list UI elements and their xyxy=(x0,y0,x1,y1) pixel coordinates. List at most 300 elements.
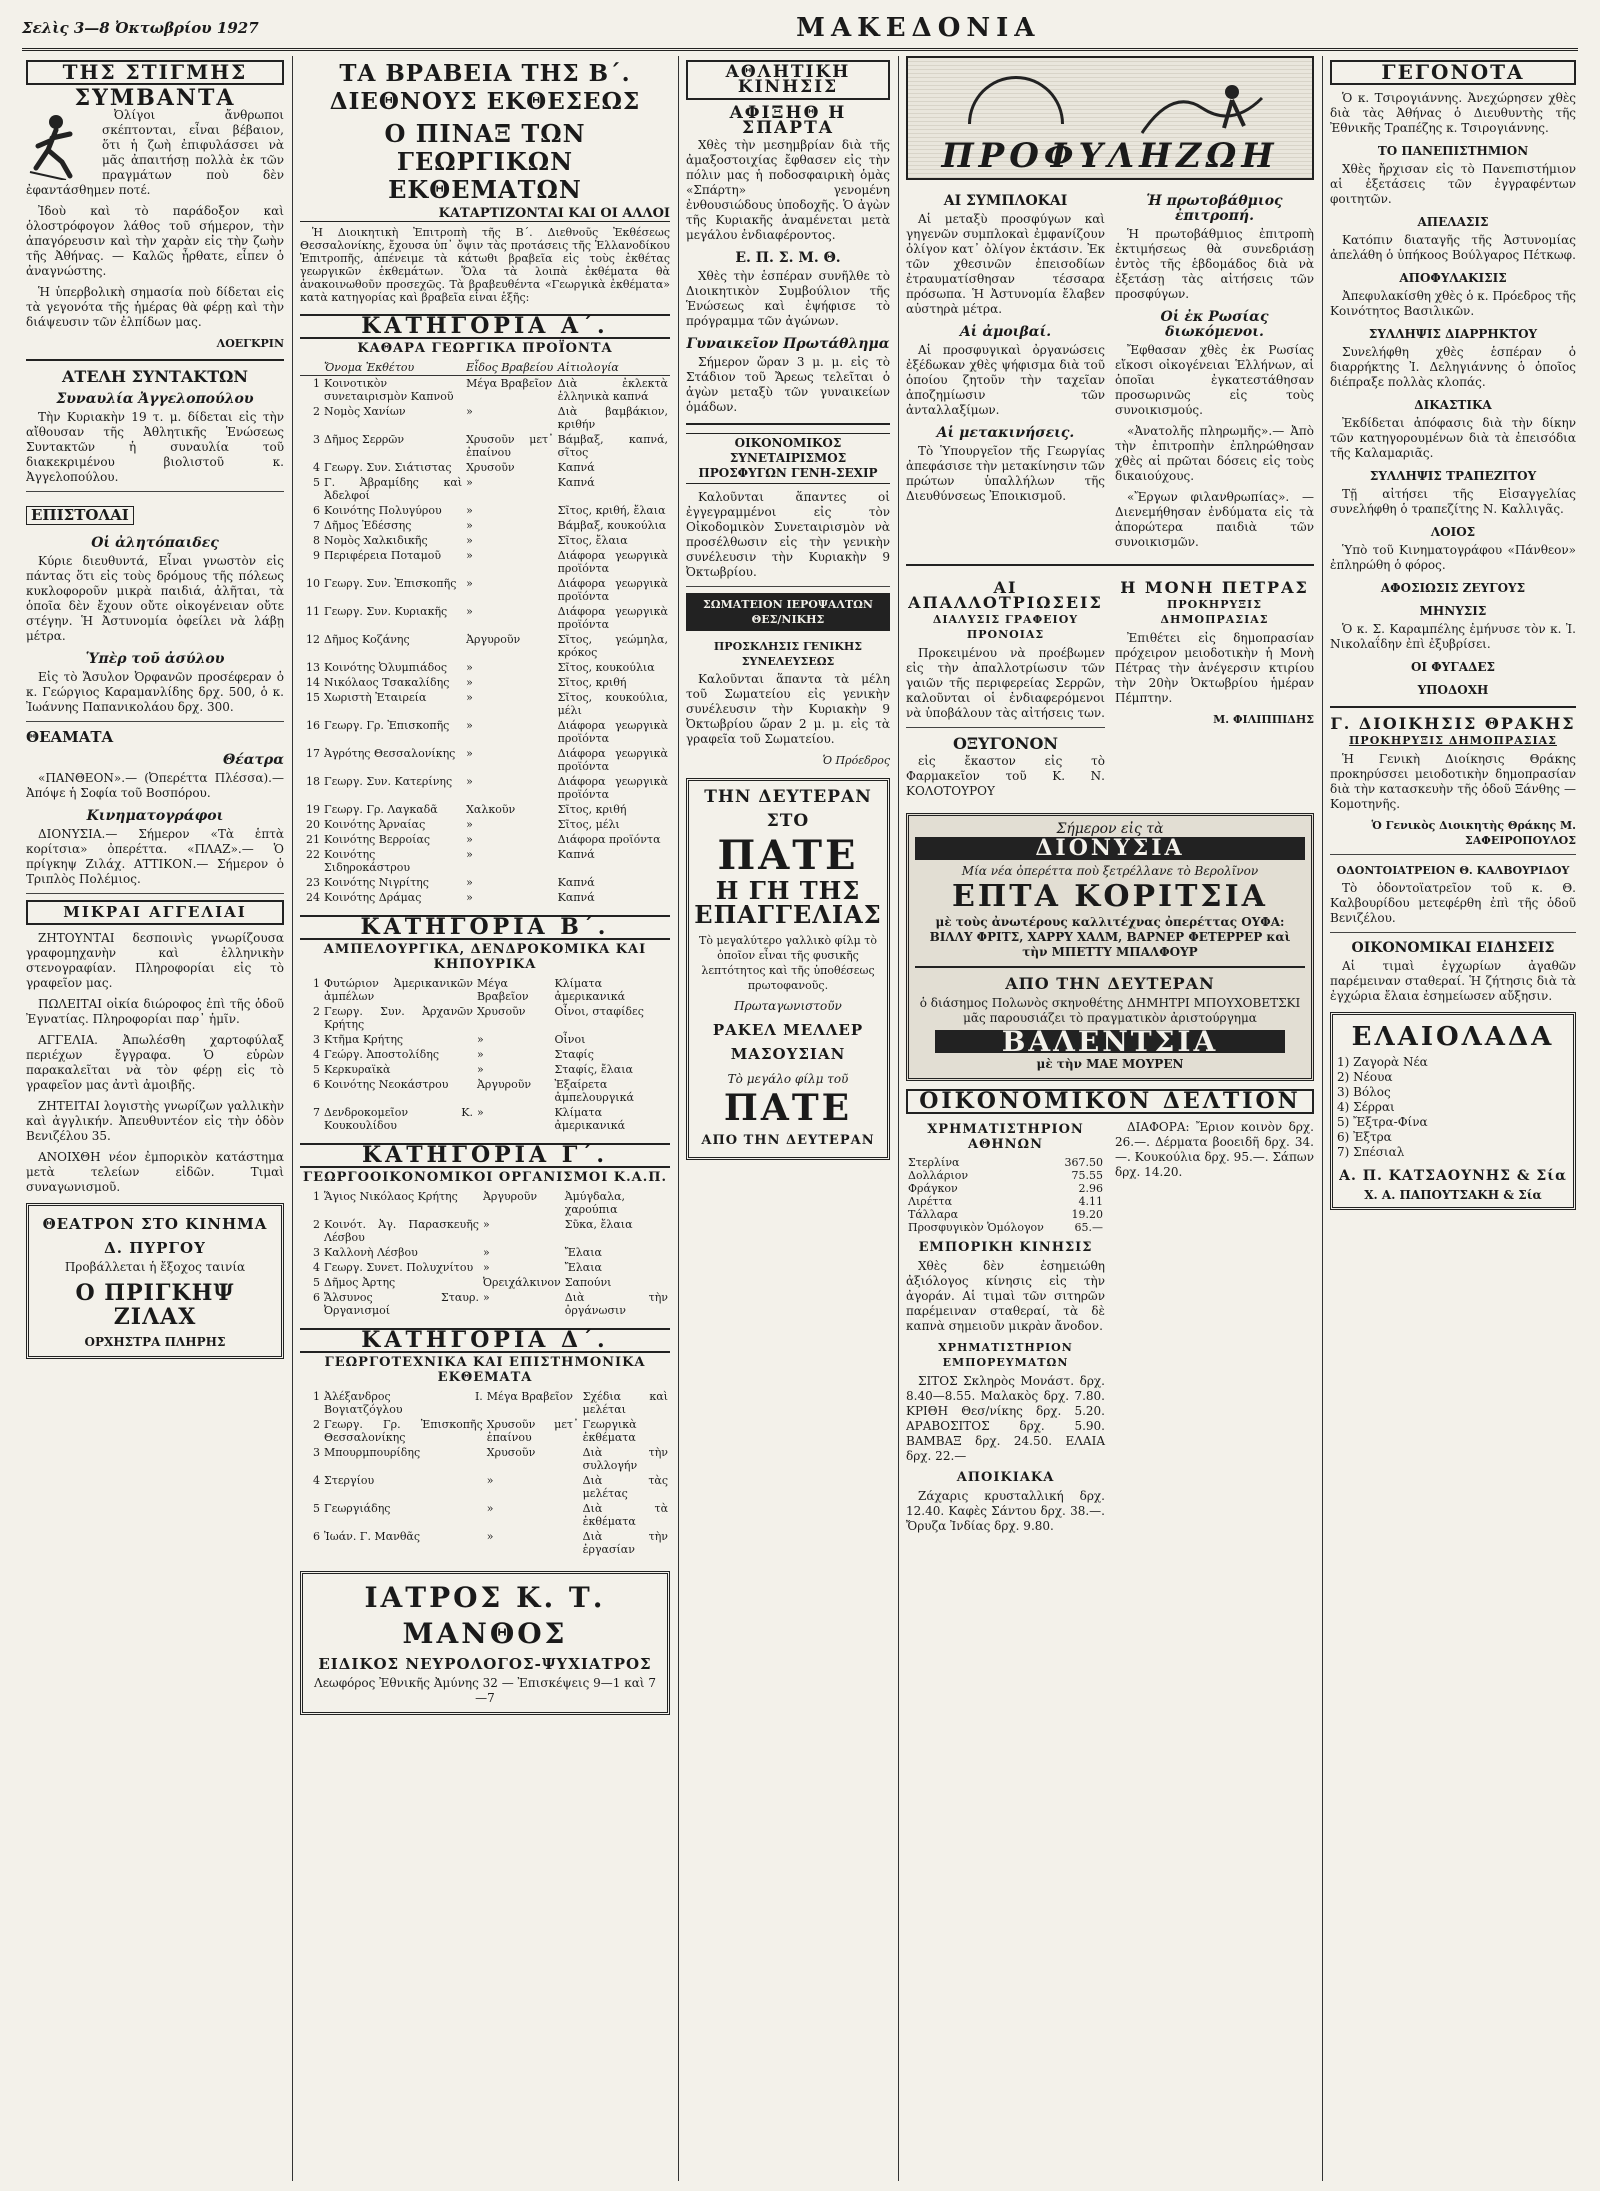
table-cell-n: 7 xyxy=(313,1106,320,1119)
table-cell-prize: » xyxy=(482,1218,490,1231)
table-header xyxy=(300,360,322,376)
section-title: ΕΠΙΣΤΟΛΑΙ xyxy=(26,506,134,525)
table-cell-name: Γεωργ. Συν. Κυριακῆς xyxy=(324,605,448,618)
notice-title: ΣΩΜΑΤΕΙΟΝ ΙΕΡΟΨΑΛΤΩΝ ΘΕΣ/ΝΙΚΗΣ xyxy=(686,593,890,631)
article-paragraph: Ὁ κ. Τσιρογιάννης. Ἀνεχώρησεν χθὲς διὰ τὰς Ἀθήνας ὁ Διευθυντὴς τῆς Ἐθνικῆς Τραπέζης κ. Τσιρογιάννης. xyxy=(1330,91,1576,135)
table-cell-prize: » xyxy=(486,1474,494,1487)
article-title: Ὑπὲρ τοῦ ἀσύλου xyxy=(85,651,225,667)
table-cell-prize: » xyxy=(476,1048,484,1061)
table-cell-name: Γεωργ. Συν. Κατερίνης xyxy=(324,775,453,788)
divider xyxy=(906,564,1314,566)
table-cell-name: Κοινότης Νεοκάστρου xyxy=(324,1078,449,1091)
notice-subtitle: ΠΡΟΚΗΡΥΞΙΣ ΔΗΜΟΠΡΑΣΙΑΣ xyxy=(1349,734,1557,747)
table-cell-prize: » xyxy=(466,833,473,846)
table-cell-prize: » xyxy=(466,504,473,517)
table-cell-name: Χωριστὴ Ἐταιρεία xyxy=(324,691,427,704)
table-cell-reason: Διὰ τὴν ἐργασίαν xyxy=(582,1530,668,1556)
paper-name: ΜΑΚΕΔΟΝΙΑ xyxy=(796,13,1041,43)
table-cell-prize: » xyxy=(466,891,473,904)
table-cell-name: Νομὸς Χαλκιδικῆς xyxy=(324,534,428,547)
table-cell-reason: Διάφορα γεωργικὰ προϊόντα xyxy=(557,719,668,745)
bulletin-paragraph: Ζάχαρις κρυσταλλική δρχ. 12.40. Καφὲς Σάντου δρχ. 38.—. Ὄρυζα Ἰνδίας δρχ. 9.80. xyxy=(906,1489,1105,1533)
theatre-ad xyxy=(26,1203,284,1359)
category-heading: ΚΑΤΗΓΟΡΙΑ Α΄. xyxy=(300,314,670,339)
article-title: ΟΙ ΦΥΓΑΔΕΣ xyxy=(1410,660,1496,674)
table-cell-reason: Οἶνοι, σταφίδες xyxy=(554,1005,644,1018)
ad-star: ΜΑΣΟΥΣΙΑΝ xyxy=(730,1045,846,1063)
table-cell-name: Δενδροκομεῖον Κ. Κουκουλίδου xyxy=(324,1106,473,1132)
table-row xyxy=(300,404,670,432)
skier-illustration-icon xyxy=(26,110,96,180)
table-cell-name: Κοινότης Ὀλυμπιάδος xyxy=(324,661,447,674)
divider xyxy=(906,727,1105,728)
ad-title: ΕΛΑΙΟΛΑΔΑ xyxy=(1351,1022,1555,1052)
table-cell-n: 4 xyxy=(313,1261,320,1274)
ad-star: ΡΑΚΕΛ ΜΕΛΛΕΡ xyxy=(712,1021,864,1039)
quote-row xyxy=(906,1221,1105,1234)
table-cell-prize: Χρυσοῦν xyxy=(486,1446,536,1459)
table-cell-reason: Διὰ βαμβάκιον, κριθήν xyxy=(557,405,668,431)
ad-subtitle: Προβάλλεται ἡ ἔξοχος ταινία xyxy=(64,1260,246,1274)
table-cell-prize: Χρυσοῦν xyxy=(466,461,515,474)
quote-label: Προσφυγικὸν Ὁμόλογον xyxy=(908,1221,1044,1234)
table-cell-prize: Ὀρειχάλκινον xyxy=(482,1276,561,1289)
table-cell-name: Κοινότης Νιγρίτης xyxy=(324,876,429,889)
table-cell-prize: » xyxy=(466,534,473,547)
ad-footer: Χ. Α. ΠΑΠΟΥΤΣΑΚΗ & Σία xyxy=(1364,1188,1542,1202)
article-paragraph: Τὴν Κυριακὴν 19 τ. μ. δίδεται εἰς τὴν αἴθουσαν τῆς Ἀθλητικῆς Ἑνώσεως Συντακτῶν ἡ συναυλία τοῦ διακεκριμένου βιολιστοῦ κ. Ἀγγελοπούλου. xyxy=(26,410,284,484)
table-cell-reason: Σῖτος, κουκούλια xyxy=(557,661,655,674)
article-paragraph: Εἰς τὸ Ἄσυλον Ὀρφανῶν προσέφεραν ὁ κ. Γεώργιος Καραμανλίδης δρχ. 500, ὁ κ. Ἰωάννης Παπανικολάου δρχ. 300. xyxy=(26,670,284,714)
table-cell-n: 9 xyxy=(313,549,320,562)
article-paragraph: Ἐκδίδεται ἀπόφασις διὰ τὴν δίκην τῶν κατηγορουμένων διὰ τὰ ἐπεισόδια τῆς Καλαμαριᾶς. xyxy=(1330,416,1576,460)
bulletin-col-a xyxy=(906,1120,1105,1540)
table-row xyxy=(300,660,670,675)
notice-subtitle: ΠΡΟΚΗΡΥΞΙΣ ΔΗΜΟΠΡΑΣΙΑΣ xyxy=(1160,598,1269,626)
table-cell-name: Μπουρμπουρίδης xyxy=(324,1446,421,1459)
table-cell-reason: Σαπούνι xyxy=(564,1276,612,1289)
category-subheading: ΑΜΠΕΛΟΥΡΓΙΚΑ, ΔΕΝΔΡΟΚΟΜΙΚΑ ΚΑΙ ΚΗΠΟΥΡΙΚΑ xyxy=(323,942,647,972)
table-row xyxy=(300,1217,670,1245)
category-subheading: ΓΕΩΡΓΟΤΕΧΝΙΚΑ ΚΑΙ ΕΠΙΣΤΗΜΟΝΙΚΑ ΕΚΘΕΜΑΤΑ xyxy=(324,1355,646,1385)
table-cell-name: Κτῆμα Κρήτης xyxy=(324,1033,404,1046)
article-paragraph: Χθὲς τὴν μεσημβρίαν διὰ τῆς ἀμαξοστοιχίας ἔφθασεν εἰς τὴν πόλιν μας ἡ ποδοσφαιρικὴ ὁμὰς «Σπάρτη» γενομένη ἐνθουσιώδους ὑποδοχῆς. Ὁ ἀγὼν τῆς Κυριακῆς ἀναμένεται μετὰ μεγάλου ἐνδιαφέροντος. xyxy=(686,138,890,242)
article-title: Συναυλία Ἀγγελοπούλου xyxy=(56,391,254,407)
article-paragraph: Αἱ προσφυγικαὶ ὀργανώσεις ἐξέδωκαν χθὲς ψήφισμα διὰ τοῦ ὁποίου ζητοῦν τὴν ταχεῖαν ἀποζημίωσιν τῶν ἀνταλλαξίμων. xyxy=(906,343,1105,417)
prize-table-body xyxy=(300,1389,670,1557)
table-row xyxy=(300,802,670,817)
table-cell-name: Κοινότης Δράμας xyxy=(324,891,422,904)
table-cell-reason: Σταφίς, ἔλαια xyxy=(554,1063,633,1076)
notice-paragraph: εἰς ἔκαστον εἰς τὸ Φαρμακεῖον τοῦ Κ. Ν. ΚΟΛΟΤΟΥΡΟΥ xyxy=(906,754,1105,798)
article-title: Γυναικεῖον Πρωτάθλημα xyxy=(686,336,890,352)
table-cell-n: 7 xyxy=(313,519,320,532)
table-cell-reason: Σῖτος, κριθή, ἔλαια xyxy=(557,504,666,517)
quote-label: Δολλάριον xyxy=(908,1169,969,1182)
article-paragraph: Ἡ πρωτοβάθμιος ἐπιτροπὴ ἐκτιμήσεως θὰ συνεδριάσῃ ἐντὸς τῆς ἑβδομάδος διὰ νὰ ἐξετάσῃ τὰς αἰτήσεις τῶν προσφύγων. xyxy=(1115,227,1314,301)
table-cell-reason: Σῖτος, ἔλαια xyxy=(557,534,628,547)
category-heading: ΚΑΤΗΓΟΡΙΑ Β΄. xyxy=(300,915,670,940)
table-cell-prize: Χρυσοῦν μετ᾽ ἐπαίνου xyxy=(466,433,554,459)
table-row xyxy=(300,604,670,632)
table-cell-prize: » xyxy=(476,1106,484,1119)
table-cell-reason: Διάφορα γεωργικὰ προϊόντα xyxy=(557,775,668,801)
product-item: 1) Ζαγορὰ Νέα xyxy=(1337,1055,1428,1069)
notice-title: ΟΙΚΟΝΟΜΙΚΟΣ ΣΥΝΕΤΑΙΡΙΣΜΟΣ ΠΡΟΣΦΥΓΩΝ ΓΕΝΗ-ΣΕΧΙΡ xyxy=(686,433,890,484)
ad-subheading: ΑΠΟ ΤΗΝ ΔΕΥΤΕΡΑΝ xyxy=(915,966,1305,996)
section-title: ΑΤΕΛΗ ΣΥΝΤΑΚΤΩΝ xyxy=(62,367,248,386)
table-header: Ὄνομα Ἐκθέτου xyxy=(322,360,464,376)
quote-label: Στερλίνα xyxy=(908,1156,960,1169)
headline: ΤΑ ΒΡΑΒΕΙΑ ΤΗΣ Β΄. ΔΙΕΘΝΟΥΣ ΕΚΘΕΣΕΩΣ xyxy=(329,60,641,115)
table-row xyxy=(300,1473,670,1501)
table-cell-n: 6 xyxy=(313,1291,320,1304)
table-cell-name: Καλλονὴ Λέσβου xyxy=(324,1246,418,1259)
table-cell-reason: Διὰ τὰ ἐκθέματα xyxy=(582,1502,668,1528)
table-cell-n: 5 xyxy=(313,1276,320,1289)
table-cell-prize: Μέγα Βραβεῖον xyxy=(476,977,529,1003)
divider xyxy=(1330,854,1576,855)
sun-icon xyxy=(968,76,1064,124)
notices-row xyxy=(906,574,1314,805)
table-cell-name: Δῆμος Ἀρτης xyxy=(324,1276,396,1289)
table-row xyxy=(300,1245,670,1260)
table-cell-reason: Σῦκα, ἔλαια xyxy=(564,1218,633,1231)
article-paragraph: Ὀλίγοι ἄνθρωποι σκέπτονται, εἶναι βέβαιον, ὅτι ἡ ζωὴ ἐπιφυλάσσει νὰ μᾶς ἀπαιτήσῃ πολλὰ ἐκ τῶν πραγμάτων ποὺ δὲν ἐφαντάσθημεν ποτέ. xyxy=(26,108,284,197)
table-cell-name: Γεωργ. Συν. Ἐπισκοπῆς xyxy=(324,577,457,590)
table-row xyxy=(300,1189,670,1217)
table-cell-name: Κοινοτικὸν συνεταιρισμὸν Καπνοῦ xyxy=(324,377,454,403)
article-title: ΔΙΚΑΣΤΙΚΑ xyxy=(1414,398,1492,412)
deck: ΚΑΤΑΡΤΙΖΟΝΤΑΙ ΚΑΙ ΟΙ ΑΛΛΟΙ xyxy=(300,206,670,222)
prize-table-body xyxy=(300,1189,670,1318)
table-cell-prize: » xyxy=(482,1291,490,1304)
article-paragraph: Σήμερον ὥραν 3 μ. μ. εἰς τὸ Στάδιον τοῦ Ἄρεως τελεῖται ὁ ἀγὼν μεταξὺ τῶν γυναικείων ὁμάδων. xyxy=(686,355,890,414)
table-cell-name: Δῆμος Κοζάνης xyxy=(324,633,410,646)
table-cell-reason: Διάφορα προϊόντα xyxy=(557,833,661,846)
ad-text: Σήμερον εἰς τὰ xyxy=(1056,821,1164,837)
notice-subtitle: ΠΡΟΣΚΛΗΣΙΣ ΓΕΝΙΚΗΣ ΣΥΝΕΛΕΥΣΕΩΣ xyxy=(713,640,863,668)
table-cell-n: 2 xyxy=(313,1418,320,1431)
table-cell-name: Νικόλαος Τσακαλίδης xyxy=(324,676,450,689)
ad-footer: Λεωφόρος Ἐθνικῆς Ἀμύνης 32 — Ἐπισκέψεις 9—1 καὶ 7—7 xyxy=(314,1676,656,1705)
quote-label: Τάλλαρα xyxy=(908,1208,959,1221)
exchange-quotes-body xyxy=(906,1156,1105,1234)
product-item: 5) Ἔξτρα-Φίνα xyxy=(1337,1115,1428,1129)
prize-table-body xyxy=(300,976,670,1133)
table-row xyxy=(300,632,670,660)
bulletin-col-b xyxy=(1115,1120,1314,1540)
table-cell-reason: Σῖτος, κριθή xyxy=(557,676,627,689)
table-cell-name: Γεωργ. Συνετ. Πολυχνίτου xyxy=(324,1261,474,1274)
table-cell-name: Γεωργ. Γρ. Λαγκαδᾶ xyxy=(324,803,438,816)
column-heading: ΑΘΛΗΤΙΚΗ ΚΙΝΗΣΙΣ xyxy=(686,60,890,100)
article-title: ΤΟ ΠΑΝΕΠΙΣΤΗΜΙΟΝ xyxy=(1377,144,1529,158)
article-paragraph: Τὸ Ὑπουργεῖον τῆς Γεωργίας ἀπεφάσισε τὴν μετακίνησιν τῶν πρώτων ὑπαλλήλων τῆς Διευθύνσεως Ἐποικισμοῦ. xyxy=(906,444,1105,503)
refugees-col-a xyxy=(906,186,1105,556)
article-paragraph: Κύριε διευθυντά, Εἶναι γνωστὸν εἰς πάντας ὅτι εἰς τοὺς δρόμους τῆς πόλεως κυκλοφοροῦν μικρὰ παιδιά, ἀλῆται, τὰ ὁποῖα δὲν ἔχουν οὔτε οἰκογένειαν οὔτε στέγην. Ἡ Ἀστυνομία ὀφείλει νὰ λάβῃ μέτρα. xyxy=(26,554,284,643)
table-cell-name: Γεωργιάδης xyxy=(324,1502,391,1515)
column-heading: ΓΕΓΟΝΟΤΑ xyxy=(1330,60,1576,85)
notice-title: ΟΔΟΝΤΟΙΑΤΡΕΙΟΝ Θ. ΚΑΛΒΟΥΡΙΔΟΥ xyxy=(1336,864,1570,877)
table-cell-prize: Χρυσοῦν xyxy=(476,1005,526,1018)
product-item: 6) Ἐξτρα xyxy=(1337,1130,1392,1144)
column-rule xyxy=(898,56,899,2181)
table-cell-name: Κερκυραϊκὰ xyxy=(324,1063,391,1076)
ad-subtitle: ΕΙΔΙΚΟΣ ΝΕΥΡΟΛΟΓΟΣ-ΨΥΧΙΑΤΡΟΣ xyxy=(318,1655,652,1673)
table-cell-prize: » xyxy=(476,1063,484,1076)
article-title: ΣΥΛΛΗΨΙΣ ΤΡΑΠΕΖΙΤΟΥ xyxy=(1369,469,1537,483)
table-cell-n: 22 xyxy=(306,848,320,861)
ad-title: ΤΗΝ ΔΕΥΤΕΡΑΝ ΣΤΟ xyxy=(704,787,872,831)
table-cell-reason: Ἀμύγδαλα, χαρούπια xyxy=(564,1190,626,1216)
table-cell-reason: Σῖτος, κριθή xyxy=(557,803,627,816)
ad-footer: Α. Π. ΚΑΤΣΑΟΥΝΗΣ & Σία xyxy=(1339,1168,1567,1184)
table-cell-reason: Διὰ ἐκλεκτὰ ἑλληνικὰ καπνά xyxy=(557,377,668,403)
table-row xyxy=(300,376,670,405)
quote-row xyxy=(906,1169,1105,1182)
table-cell-reason: Κλίματα ἀμερικανικά xyxy=(554,1106,626,1132)
table-cell-reason: Διὰ τὴν συλλογήν xyxy=(582,1446,668,1472)
table-cell-n: 1 xyxy=(313,1190,320,1203)
quote-value: 4.11 xyxy=(1078,1195,1103,1208)
table-row xyxy=(300,1501,670,1529)
divider xyxy=(26,359,284,361)
category-heading: ΚΑΤΗΓΟΡΙΑ Γ΄. xyxy=(300,1143,670,1168)
olive-oil-ad xyxy=(1330,1012,1576,1210)
table-cell-prize: » xyxy=(466,775,473,788)
table-row xyxy=(300,1417,670,1445)
product-list xyxy=(1337,1055,1569,1160)
prize-table xyxy=(300,1389,670,1557)
table-cell-prize: » xyxy=(466,519,473,532)
ad-text: Πρωταγωνιστοῦν xyxy=(734,999,842,1013)
table-cell-reason: Καπνά xyxy=(557,476,595,489)
ad-title: ΙΑΤΡΟΣ Κ. Τ. ΜΑΝΘΟΣ xyxy=(364,1581,606,1650)
table-cell-name: Κοινότης Σιδηροκάστρου xyxy=(324,848,411,874)
table-cell-prize: » xyxy=(482,1246,490,1259)
table-cell-n: 19 xyxy=(306,803,320,816)
table-row xyxy=(300,817,670,832)
table-row xyxy=(300,475,670,503)
table-cell-n: 4 xyxy=(313,1048,320,1061)
table-row xyxy=(300,518,670,533)
masthead xyxy=(22,8,1578,51)
article-paragraph: Κατόπιν διαταγῆς τῆς Ἀστυνομίας ἀπελάθη ὁ ὑπήκοος Βούλγαρος Πέτκωφ. xyxy=(1330,233,1576,262)
banner-title: ΠΡΟΦΥΛΗΖΩΗ xyxy=(941,136,1279,176)
table-cell-prize: » xyxy=(466,691,473,704)
table-cell-name: Κοινότης Βερροίας xyxy=(324,833,431,846)
article-title: Κινηματογράφοι xyxy=(86,808,224,824)
table-cell-prize: » xyxy=(486,1502,494,1515)
table-cell-reason: Σταφίς xyxy=(554,1048,594,1061)
table-row xyxy=(300,875,670,890)
table-cell-reason: Γεωργικὰ ἐκθέματα xyxy=(582,1418,637,1444)
classified-ad: ΑΝΟΙΧΘΗ νέον ἐμπορικὸν κατάστημα μετὰ τελείων εἰδῶν. Τιμαὶ συναγωνισμοῦ. xyxy=(26,1150,284,1194)
table-cell-name: Γεωργ. Γρ. Ἐπισκοπῆς xyxy=(324,719,450,732)
quote-value: 367.50 xyxy=(1064,1156,1103,1169)
notice-signature: Μ. ΦΙΛΙΠΠΙΔΗΣ xyxy=(1213,713,1314,726)
table-cell-n: 3 xyxy=(313,1033,320,1046)
quote-value: 75.55 xyxy=(1071,1169,1103,1182)
table-row xyxy=(300,1077,670,1105)
bulletin-subheading: ΧΡΗΜΑΤΙΣΤΗΡΙΟΝ ΑΘΗΝΩΝ xyxy=(927,1122,1084,1152)
ad-text: Μία νέα ὀπερέττα ποὺ ξετρέλλανε τὸ Βερολῖνον xyxy=(961,864,1259,878)
product-item: 2) Νέουα xyxy=(1337,1070,1393,1084)
table-cell-name: Γ. Ἀβραμίδης καὶ Ἀδελφοί xyxy=(324,476,463,502)
table-row xyxy=(300,847,670,875)
table-row xyxy=(300,1445,670,1473)
table-cell-reason: Καπνά xyxy=(557,891,595,904)
table-cell-prize: Μέγα Βραβεῖον xyxy=(466,377,553,390)
table-cell-n: 1 xyxy=(313,977,320,990)
article-paragraph: Ἡ Διοικητικὴ Ἐπιτροπὴ τῆς Β΄. Διεθνοῦς Ἐκθέσεως Θεσσαλονίκης, ἔχουσα ὑπ᾽ ὄψιν τὰς προτάσεις τῆς Ἑλλανοδίκου Ἐπιτροπῆς, ἀπένειμε τὰ κάτωθι βραβεῖα εἰς τοὺς ἐκθέτας γεωργικῶν ἐκθεμάτων. Ὅλα τὰ λοιπὰ ἐκθέματα θὰ ἀνακοινωθοῦν προσεχῶς. Τὰ βραβευθέντα «Γεωργικὰ ἐκθέματα» κατὰ κατηγορίας καὶ βραβεῖα εἶναι ἑξῆς: xyxy=(300,226,670,304)
bulletin-title: ΟΙΚΟΝΟΜΙΚΟΝ ΔΕΛΤΙΟΝ xyxy=(906,1089,1314,1114)
article-title: ΑΙ ΣΥΜΠΛΟΚΑΙ xyxy=(943,193,1068,209)
bulletin-paragraph: Χθὲς δὲν ἐσημειώθη ἀξιόλογος κίνησις εἰς τὴν ἀγοράν. Αἱ τιμαὶ τῶν σιτηρῶν παρέμειναν σταθεραί, τὰ δὲ καπνὰ σημειοῦν μικρὰν ἄνοδον. xyxy=(906,1259,1105,1333)
notice-signature: Ὁ Πρόεδρος xyxy=(822,754,890,767)
product-item: 4) Σέρραι xyxy=(1337,1100,1395,1114)
category-subheading: ΚΑΘΑΡΑ ΓΕΩΡΓΙΚΑ ΠΡΟΪΟΝΤΑ xyxy=(357,341,613,356)
table-cell-name: Περιφέρεια Ποταμοῦ xyxy=(324,549,442,562)
table-row xyxy=(300,774,670,802)
refugees-col-b xyxy=(1115,186,1314,556)
article-paragraph: Ὁ κ. Σ. Καραμπέλης ἐμήνυσε τὸν κ. Ἰ. Νικολαΐδην ἐπὶ ἐξυβρίσει. xyxy=(1330,622,1576,651)
quote-label: Λιρέττα xyxy=(908,1195,953,1208)
table-row xyxy=(300,690,670,718)
expropriations-notice xyxy=(906,574,1105,805)
table-cell-name: Νομὸς Χανίων xyxy=(324,405,406,418)
classified-ad: ΑΓΓΕΛΙΑ. Ἀπωλέσθη χαρτοφύλαξ περιέχων ἔγγραφα. Ὁ εὑρὼν παρακαλεῖται νὰ τὸν φέρῃ εἰς τὸ γραφεῖον μας ἀντὶ ἀμοιβῆς. xyxy=(26,1033,284,1092)
article-title: Αἱ ἀμοιβαί. xyxy=(959,324,1052,340)
table-cell-n: 23 xyxy=(306,876,320,889)
column-refugees xyxy=(906,56,1314,2181)
table-cell-n: 6 xyxy=(313,504,320,517)
table-cell-prize: » xyxy=(476,1033,484,1046)
section-title: ΘΕΑΜΑΤΑ xyxy=(26,728,114,746)
notice-paragraph: Ἡ Γενικὴ Διοίκησις Θράκης προκηρύσσει μειοδοτικὴν δημοπρασίαν διὰ τὴν κατασκευὴν τῆς ὁδοῦ Ξάνθης — Κομοτηνῆς. xyxy=(1330,752,1576,811)
article-paragraph: «Ἔργων φιλανθρωπίας». — Διενεμήθησαν ἐνδύματα εἰς τὰ ἀπορώτερα παιδιὰ τῶν συνοικισμῶν. xyxy=(1115,490,1314,549)
notice-paragraph: Τὸ ὀδοντοϊατρεῖον τοῦ κ. Θ. Καλβουρίδου μετεφέρθη ἐπὶ τῆς ὁδοῦ Βενιζέλου. xyxy=(1330,881,1576,925)
table-cell-reason: Βάμβαξ, καπνά, σῖτος xyxy=(557,433,668,459)
table-cell-reason: Διάφορα γεωργικὰ προϊόντα xyxy=(557,747,668,773)
column-heading: ΤΗΣ ΣΤΙΓΜΗΣ xyxy=(26,60,284,85)
figures-illustration-icon xyxy=(1132,78,1272,138)
article-paragraph: Χθὲς ἤρχισαν εἰς τὸ Πανεπιστήμιον αἱ ἐξετάσεις τῶν ἐγγραφέντων φοιτητῶν. xyxy=(1330,162,1576,206)
ad-headline: Η ΓΗ ΤΗΣ xyxy=(715,876,861,905)
ad-headline: ΕΠΤΑ ΚΟΡΙΤΣΙΑ xyxy=(952,879,1268,914)
notice-title: ΟΞΥΓΟΝΟΝ xyxy=(952,734,1059,753)
table-cell-name: Κοινότ. Ἀγ. Παρασκευῆς Λέσβου xyxy=(324,1218,479,1244)
article-paragraph: Χθὲς τὴν ἑσπέραν συνῆλθε τὸ Διοικητικὸν Συμβούλιον τῆς Ἑνώσεως καὶ ἐψήφισε τὸ πρόγραμμα τῶν ἀγώνων. xyxy=(686,269,890,328)
notice-signature: Ὁ Γενικὸς Διοικητὴς Θράκης Μ. ΣΑΦΕΙΡΟΠΟΥΛΟΣ xyxy=(1371,819,1576,847)
article-title: ΛΟΙΟΣ xyxy=(1430,525,1476,539)
column-rule xyxy=(678,56,679,2181)
monastery-notice xyxy=(1115,574,1314,805)
divider xyxy=(26,721,284,722)
exchange-quotes-table xyxy=(906,1156,1105,1234)
ad-headline: Ο ΠΡΙΓΚΗΨ ΖΙΛΑΧ xyxy=(75,1280,235,1330)
article-title: ΑΠΕΛΑΣΙΣ xyxy=(1417,215,1489,229)
table-cell-n: 5 xyxy=(313,1063,320,1076)
table-header: Αἰτιολογία xyxy=(556,360,670,376)
notice-paragraph: Καλοῦνται ἅπαντες οἱ ἐγγεγραμμένοι εἰς τὸν Οἰκοδομικὸν Συνεταιρισμὸν νὰ προσέλθωσιν εἰς τὴν γενικὴν συνέλευσιν τὴν Κυριακὴν 9 Ὀκτωβρίου. xyxy=(686,490,890,579)
ad-text: Τὸ μεγάλο φίλμ τοῦ xyxy=(727,1072,849,1086)
table-cell-prize: Χρυσοῦν μετ᾽ ἐπαίνου xyxy=(486,1418,579,1444)
table-cell-name: Στεργίου xyxy=(324,1474,375,1487)
section-title: ΣΥΜΒΑΝΤΑ xyxy=(74,85,236,111)
table-cell-prize: Ἀργυροῦν xyxy=(482,1190,538,1203)
notice-paragraph: Προκειμένου νὰ προέβωμεν εἰς τὴν ἀπαλλοτρίωσιν τῶν γαιῶν τῆς περιφερείας Σερρῶν, καλοῦνται οἱ ἐνδιαφερόμενοι νὰ ὑποβάλουν τὰς αἰτήσεις των. xyxy=(906,646,1105,720)
section-banner xyxy=(906,56,1314,180)
quote-row xyxy=(906,1208,1105,1221)
table-cell-prize: Ἀργυροῦν xyxy=(476,1078,532,1091)
divider xyxy=(26,491,284,492)
ad-text: ὁ διάσημος Πολωνὸς σκηνοθέτης ΔΗΜΗΤΡΙ ΜΠΟΥΧΟΒΕΤΣΚΙ μᾶς παρουσιάζει τὸ πραγματικὸν ἀριστούργημα xyxy=(919,996,1301,1025)
table-cell-n: 10 xyxy=(306,577,320,590)
bulletin-columns xyxy=(906,1120,1314,1540)
table-cell-n: 24 xyxy=(306,891,320,904)
article-title: Θέατρα xyxy=(223,752,284,768)
section-title: ΟΙΚΟΝΟΜΙΚΑΙ ΕΙΔΗΣΕΙΣ xyxy=(1351,940,1555,956)
column-left xyxy=(26,56,284,2181)
prize-table-body xyxy=(300,376,670,906)
table-cell-prize: » xyxy=(486,1530,494,1543)
notice-paragraph: Καλοῦνται ἅπαντα τὰ μέλη τοῦ Σωματείου εἰς γενικὴν συνέλευσιν τὴν Κυριακὴν 9 Ὀκτωβρίου ὥραν 2 μ. μ. εἰς τὰ γραφεῖα τοῦ Σωματείου. xyxy=(686,672,890,746)
prize-table xyxy=(300,1189,670,1318)
table-cell-n: 13 xyxy=(306,661,320,674)
ad-headline: ΒΑΛΕΝΤΣΙΑ xyxy=(935,1030,1285,1053)
article-title: ΣΥΛΛΗΨΙΣ ΔΙΑΡΡΗΚΤΟΥ xyxy=(1368,327,1538,341)
ad-text: Τὸ μεγαλύτερο γαλλικὸ φίλμ τὸ ὁποῖον εἶναι τῆς φυσικῆς λεπτότητος καὶ τῆς ὑποθέσεως πρωτοφανοῦς. xyxy=(699,934,877,992)
table-cell-name: Γεωργ. Συν. Σιάτιστας xyxy=(324,461,452,474)
bulletin-subheading: ΕΜΠΟΡΙΚΗ ΚΙΝΗΣΙΣ xyxy=(918,1240,1093,1255)
table-cell-reason: Διάφορα γεωργικὰ προϊόντα xyxy=(557,577,668,603)
article-paragraph: Ὑπὸ τοῦ Κινηματογράφου «Πάνθεον» ἐπληρώθη ὁ φόρος. xyxy=(1330,543,1576,572)
classified-ad: ΖΗΤΟΥΝΤΑΙ δεσποινὶς γνωρίζουσα γραφομηχανὴν καὶ ἑλληνικὴν στενογραφίαν. Πληροφορίαι εἰς τὸ γραφεῖον μας. xyxy=(26,931,284,990)
headline: Ο ΠΙΝΑΞ ΤΩΝ ΓΕΩΡΓΙΚΩΝ ΕΚΘΕΜΑΤΩΝ xyxy=(384,119,586,204)
quote-row xyxy=(906,1195,1105,1208)
table-cell-name: Δῆμος Σερρῶν xyxy=(324,433,405,446)
table-cell-prize: » xyxy=(466,605,473,618)
ad-footer: μὲ τὴν ΜΑΕ ΜΟΥΡΕΝ xyxy=(1036,1057,1184,1071)
quote-row xyxy=(906,1182,1105,1195)
table-cell-n: 2 xyxy=(313,1005,320,1018)
table-row xyxy=(300,1032,670,1047)
ad-brand: ΠΑΤΕ xyxy=(717,832,859,879)
article-paragraph: Αἱ μεταξὺ προσφύγων καὶ γηγενῶν συμπλοκαὶ ἐμφανίζουν ὀλίγον κατ᾽ ὀλίγον ἐκτάσιν. Ἐκ τῶν χθεσινῶν ἐπεισοδίων ἐτραυματίσθησαν τέσσαρα πρόσωπα. Ἡ Ἀστυνομία ἔλαβεν αὐστηρὰ μέτρα. xyxy=(906,212,1105,316)
quote-value: 19.20 xyxy=(1071,1208,1103,1221)
table-row xyxy=(300,1047,670,1062)
table-row xyxy=(300,1529,670,1557)
table-cell-reason: Διάφορα γεωργικὰ προϊόντα xyxy=(557,605,668,631)
doctor-ad xyxy=(300,1571,670,1715)
table-cell-reason: Σῖτος, μέλι xyxy=(557,818,620,831)
table-header: Εἶδος Βραβείου xyxy=(464,360,556,376)
table-cell-n: 3 xyxy=(313,433,320,446)
table-cell-prize: » xyxy=(466,549,473,562)
table-cell-name: Γεωργ. Γρ. Ἐπισκοπῆς Θεσσαλονίκης xyxy=(324,1418,483,1444)
table-cell-reason: Ἔλαια xyxy=(564,1246,602,1259)
table-cell-name: Ἀγρότης Θεσσαλονίκης xyxy=(324,747,456,760)
table-cell-n: 3 xyxy=(313,1246,320,1259)
divider xyxy=(1330,932,1576,933)
table-cell-reason: Διὰ τὰς μελέτας xyxy=(582,1474,668,1500)
table-cell-reason: Βάμβαξ, κουκούλια xyxy=(557,519,667,532)
quote-value: 2.96 xyxy=(1078,1182,1103,1195)
divider xyxy=(1330,706,1576,708)
article-title: ΑΦΙΞΗΘ Η ΣΠΑΡΤΑ xyxy=(729,103,847,138)
